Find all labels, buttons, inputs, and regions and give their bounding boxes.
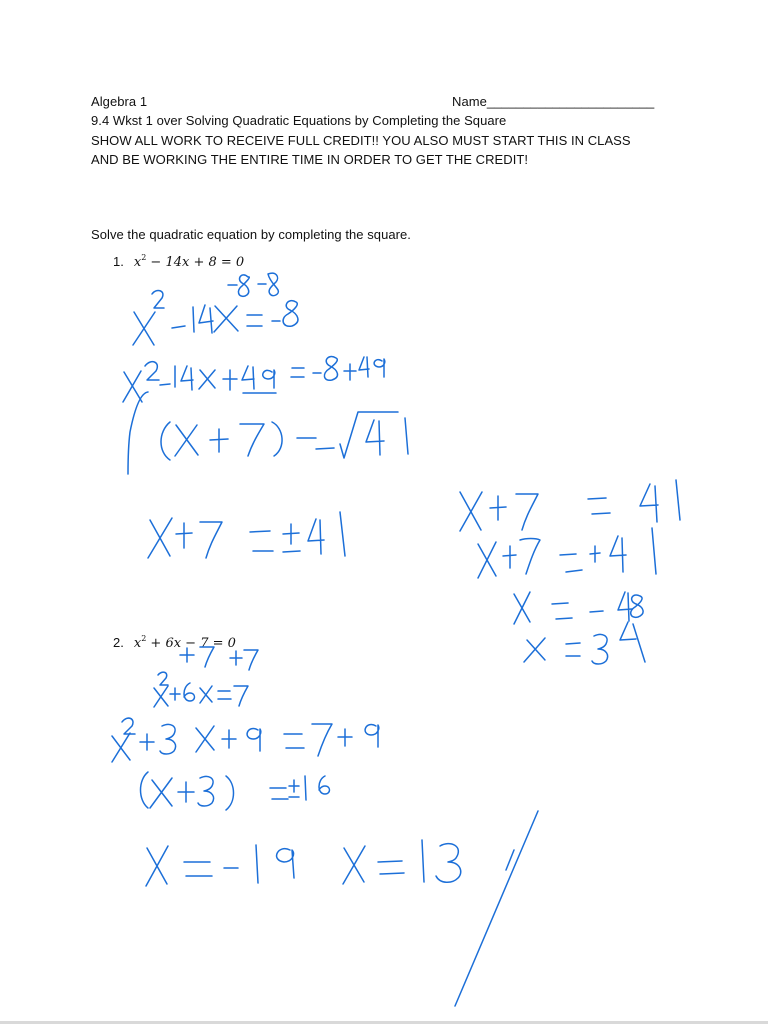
problem-1-rest: − 14x + 8 = 0 bbox=[146, 255, 245, 270]
hw-line-4 bbox=[128, 392, 408, 474]
problem-1-number: 1. bbox=[113, 254, 124, 269]
hw-stray-stroke-top bbox=[506, 850, 514, 870]
hw-line-9 bbox=[112, 718, 379, 762]
hw-line-8 bbox=[154, 672, 248, 707]
assignment-title: 9.4 Wkst 1 over Solving Quadratic Equations by Completing the Square bbox=[91, 113, 507, 128]
name-field-label: Name_______________________ bbox=[452, 94, 655, 109]
hw-line-5 bbox=[148, 512, 345, 558]
hw-right-column bbox=[460, 480, 680, 664]
problem-2-number: 2. bbox=[113, 635, 124, 650]
problem-2-base: x bbox=[133, 636, 142, 651]
instructions-line-2: AND BE WORKING THE ENTIRE TIME IN ORDER TO GET THE CREDIT! bbox=[91, 152, 529, 167]
problem-2-exponent: 2 bbox=[141, 634, 147, 643]
hw-line-10 bbox=[141, 772, 330, 810]
course-title: Algebra 1 bbox=[91, 94, 148, 109]
hw-stray-stroke bbox=[455, 811, 538, 1006]
hw-line-3 bbox=[123, 357, 385, 402]
hw-plus7-plus7 bbox=[180, 647, 258, 670]
problem-1-exponent: 2 bbox=[141, 253, 147, 262]
hw-line-2 bbox=[133, 291, 298, 345]
problem-1-base: x bbox=[133, 255, 142, 270]
problem-2-rest: + 6x − 7 = 0 bbox=[146, 636, 236, 651]
hw-line-11 bbox=[146, 840, 461, 886]
instructions-line-1: SHOW ALL WORK TO RECEIVE FULL CREDIT!! YOU ALSO MUST START THIS IN CLASS bbox=[91, 133, 631, 148]
hw-minus8-minus8 bbox=[228, 273, 278, 296]
directions: Solve the quadratic equation by completing the square. bbox=[91, 227, 411, 242]
